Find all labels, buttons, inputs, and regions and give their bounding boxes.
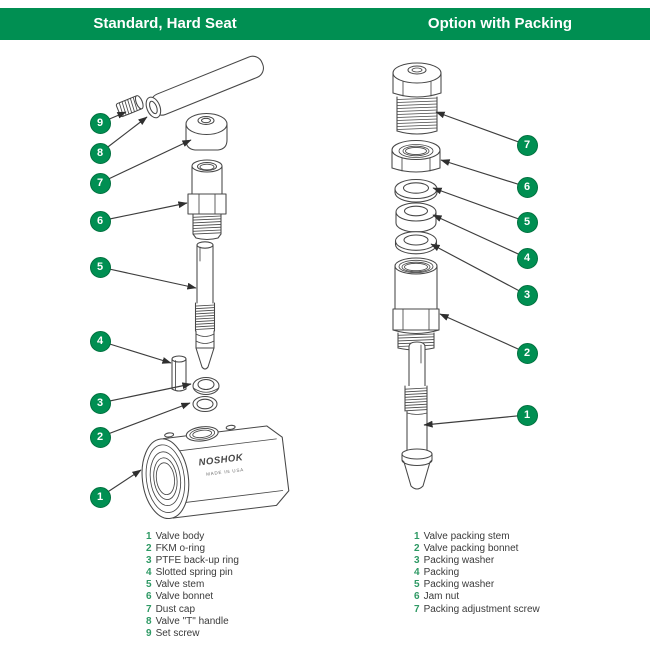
legend-item-number: 7 [414,603,420,615]
legend-item-label: Valve bonnet [155,591,214,603]
legend-item-label: Set screw [155,627,200,639]
legend-item-number: 8 [146,615,152,627]
packing-washer-lower-drawing [396,232,437,254]
legend-item [414,567,540,579]
legend-item [414,579,540,591]
legend-item [146,579,239,591]
legend-item-number: 5 [146,579,152,591]
legend-item-label: Packing adjustment screw [423,603,540,615]
legend-item [146,591,239,603]
legend-item-number: 2 [146,543,152,555]
legend-item [414,555,540,567]
legend-item-number: 7 [146,603,152,615]
legend-item [414,604,540,616]
legend-item-label: Valve packing bonnet [423,543,519,555]
dust-cap-drawing [186,114,227,151]
legend-item-label: Packing [423,567,460,579]
legend-packing [414,531,540,616]
made-in-usa-text: MADE IN USA [205,467,245,477]
legend-item [146,616,239,628]
packing-adjustment-screw-drawing [393,63,441,134]
legend-item [146,543,239,555]
legend-item-label: Valve "T" handle [155,615,229,627]
legend-item-label: Packing washer [423,579,495,591]
legend-item-number: 1 [414,531,420,542]
legend-item [146,628,239,640]
callout-left-9: 9 [90,113,111,134]
callout-right-4: 4 [517,248,538,269]
callout-right-3: 3 [517,285,538,306]
brand-logo-text: NOSHOK [198,452,244,469]
valve-stem-drawing [196,242,215,369]
header-title-packing: Option with Packing [427,15,573,32]
callout-left-1: 1 [90,487,111,508]
legend-item-label: FKM o-ring [155,543,206,555]
valve-body-drawing [137,417,291,521]
legend-item-label: Packing washer [423,555,495,567]
callout-right-5: 5 [517,212,538,233]
callout-right-7: 7 [517,135,538,156]
legend-item [146,555,239,567]
legend-item-number: 1 [146,531,152,542]
legend-item-label: Slotted spring pin [155,567,233,579]
backup-ring-drawing [193,378,219,395]
callout-left-6: 6 [90,211,111,232]
legend-item-number: 6 [414,591,420,603]
legend-item-number: 4 [414,567,420,579]
o-ring-drawing [193,397,217,412]
legend-standard [146,531,239,640]
header-title-standard: Standard, Hard Seat [93,15,237,32]
legend-item [414,531,540,543]
legend-item [146,567,239,579]
callout-right-1: 1 [517,405,538,426]
legend-item-number: 2 [414,543,420,555]
callout-left-8: 8 [90,143,111,164]
callout-left-5: 5 [90,257,111,278]
callout-left-7: 7 [90,173,111,194]
legend-item-label: Valve body [155,531,205,542]
legend-item-number: 6 [146,591,152,603]
packing-stem-drawing [402,342,432,489]
legend-item [414,591,540,603]
callout-left-4: 4 [90,331,111,352]
legend-item-number: 5 [414,579,420,591]
callout-left-2: 2 [90,427,111,448]
legend-item [146,531,239,543]
legend-item [146,604,239,616]
legend-item-number: 3 [414,555,420,567]
callout-right-6: 6 [517,177,538,198]
valve-bonnet-drawing [188,160,226,240]
callout-right-2: 2 [517,343,538,364]
legend-item-label: Jam nut [423,591,460,603]
t-handle-drawing [143,53,266,120]
set-screw-drawing [116,95,145,118]
packing-bonnet-drawing [393,258,439,350]
packing-drawing [396,203,436,232]
legend-item-label: Dust cap [155,603,196,615]
legend-item-label: PTFE back-up ring [155,555,239,567]
packing-washer-upper-drawing [395,180,437,203]
jam-nut-drawing [392,141,440,173]
legend-item-label: Valve stem [155,579,205,591]
legend-item-number: 3 [146,555,152,567]
legend-item-label: Valve packing stem [423,531,510,542]
legend-item-number: 4 [146,567,152,579]
legend-item [414,543,540,555]
legend-item-number: 9 [146,627,152,639]
callout-left-3: 3 [90,393,111,414]
